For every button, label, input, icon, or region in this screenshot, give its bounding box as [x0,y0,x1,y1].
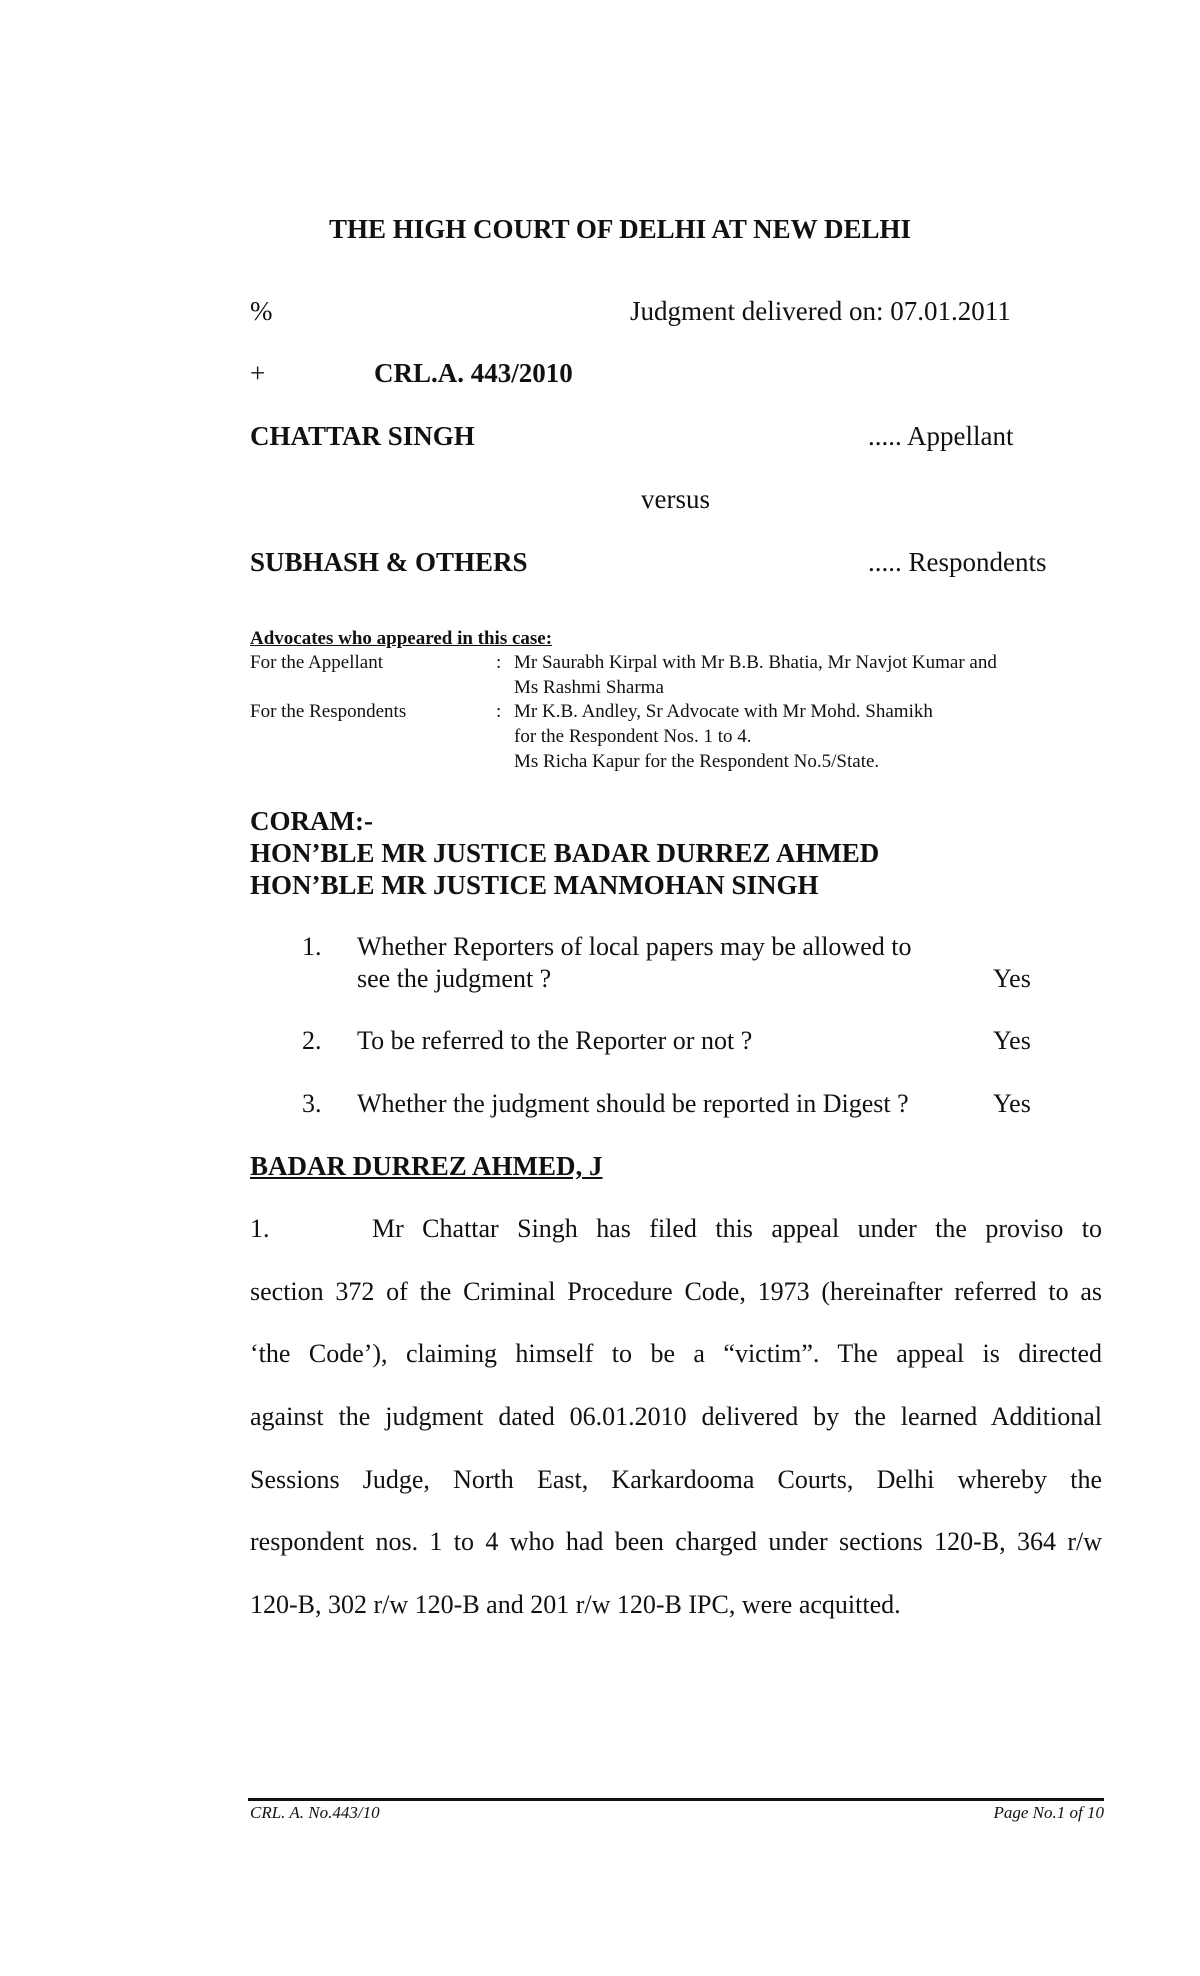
advocate-respondent-line: Mr K.B. Andley, Sr Advocate with Mr Mohd. Shamikh [514,701,933,722]
coram-heading: CORAM:- [250,806,373,836]
advocate-label-appellant: For the Appellant [250,652,383,673]
paragraph-line [250,1214,1102,1244]
paragraph-text: Mr Chattar Singh has filed this appeal under the proviso to [372,1214,1102,1243]
plus-mark: + [250,358,266,388]
paragraph-line: 120-B, 302 r/w 120-B and 201 r/w 120-B IPC, were acquitted. [250,1590,901,1619]
paragraph-line: against the judgment dated 06.01.2010 delivered by the learned Additional [250,1402,1102,1431]
versus: versus [641,484,710,514]
paragraph-line: ‘the Code’), claiming himself to be a “victim”. The appeal is directed [250,1339,1102,1368]
appellant-name: CHATTAR SINGH [250,421,475,451]
coram-judge: HON’BLE MR JUSTICE BADAR DURREZ AHMED [250,838,880,868]
question-answer: Yes [993,1089,1031,1118]
advocate-respondent-line: for the Respondent Nos. 1 to 4. [514,726,752,747]
court-title: THE HIGH COURT OF DELHI AT NEW DELHI [329,214,911,244]
judgment-author: BADAR DURREZ AHMED, J [250,1151,603,1181]
paragraph-line: Sessions Judge, North East, Karkardooma Courts, Delhi whereby the [250,1465,1102,1494]
appellant-role: ..... Appellant [868,421,1014,451]
question-answer: Yes [993,964,1031,993]
advocate-colon-appellant: : [496,652,502,673]
footer-page-number: Page No.1 of 10 [993,1803,1104,1822]
advocate-respondent-line: Ms Richa Kapur for the Respondent No.5/State. [514,751,880,772]
question-number: 3. [302,1089,322,1118]
question-text: To be referred to the Reporter or not ? [357,1026,753,1055]
paragraph-line: respondent nos. 1 to 4 who had been charged under sections 120-B, 364 r/w [250,1527,1102,1556]
question-text: see the judgment ? [357,964,552,993]
footer-case-number: CRL. A. No.443/10 [250,1803,380,1822]
question-text: Whether Reporters of local papers may be allowed to [357,932,912,961]
footer-rule [248,1798,1104,1801]
advocate-appellant-line: Ms Rashmi Sharma [514,677,664,698]
question-number: 1. [302,932,322,961]
question-text: Whether the judgment should be reported in Digest ? [357,1089,909,1118]
paragraph-number: 1. [250,1214,270,1243]
advocate-label-respondents: For the Respondents [250,701,407,722]
judgment-delivered-date: Judgment delivered on: 07.01.2011 [630,296,1011,326]
advocate-colon-respondents: : [496,701,502,722]
percent-mark: % [250,296,273,326]
question-answer: Yes [993,1026,1031,1055]
question-number: 2. [302,1026,322,1055]
advocate-appellant-line: Mr Saurabh Kirpal with Mr B.B. Bhatia, Mr Navjot Kumar and [514,652,997,673]
paragraph-line: section 372 of the Criminal Procedure Code, 1973 (hereinafter referred to as [250,1277,1102,1306]
respondent-role: ..... Respondents [868,547,1047,577]
advocates-heading: Advocates who appeared in this case: [250,628,553,649]
case-number: CRL.A. 443/2010 [374,358,573,388]
respondent-name: SUBHASH & OTHERS [250,547,528,577]
coram-judge: HON’BLE MR JUSTICE MANMOHAN SINGH [250,870,819,900]
